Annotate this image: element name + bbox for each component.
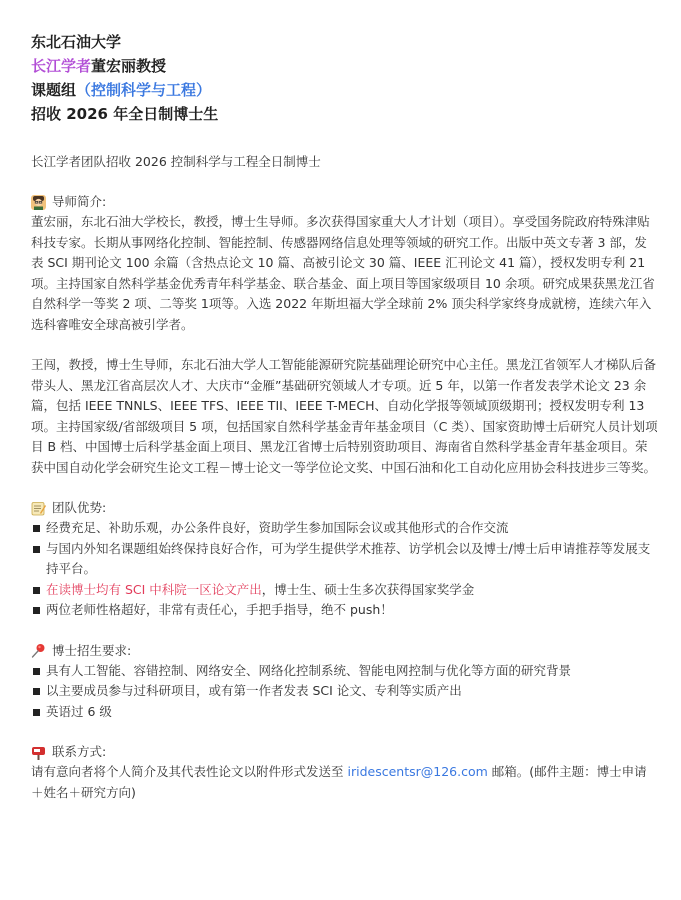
team-item: [31, 518, 659, 539]
professor-name: 董宏丽教授: [91, 57, 167, 75]
advisor-section-title: [31, 192, 659, 212]
advisor-bio-2: 王闯，教授，博士生导师，东北石油大学人工智能能源研究院基础理论研究中心主任。黑龙江省领军人才梯队后备带头人、黑龙江省高层次人才、大庆市“金雁”基础研究领域人才专项。近 5 年，以第一作者发表学术论文 23 余篇，包括 IEEE TNNLS、IEEE TFS、IEEE TII、IEEE T-MECH、自动化学报等领域顶级期刊；授权发明专利 13 项。主持国家级/省部级项目 5 项，包括国家自然科学基金青年基金项目（C 类）、国家资助博士后研究人员计划项目 B 档、中国博士后科学基金面上项目、黑龙江省博士后特别资助项目、海南省自然科学基金青年基金项目。荣获中国自动化学会研究生论文工程－博士论文一等学位论文奖、中国石油和化工自动化应用协会科技进步三等奖。: [31, 357, 658, 475]
pushpin-icon: [31, 643, 46, 658]
requirements-section-title: [31, 641, 659, 661]
bullet-square-icon: [33, 688, 40, 695]
bullet-square-icon: [33, 709, 40, 716]
requirement-item-text: 英语过 6 级: [46, 703, 112, 719]
contact-section-title: [31, 742, 659, 762]
requirement-item: [31, 661, 659, 682]
requirements-title: 博士招生要求:: [52, 642, 132, 658]
subtitle: 长江学者团队招收 2026 控制科学与工程全日制博士: [31, 154, 321, 169]
requirement-item-text: 以主要成员参与过科研项目，或有第一作者发表 SCI 论文、专利等实质产出: [46, 683, 462, 698]
group-label: 课题组: [31, 81, 77, 99]
team-item-text: 经费充足、补助乐观，办公条件良好，资助学生参加国际会议或其他形式的合作交流: [46, 520, 509, 535]
bullet-square-icon: [33, 587, 40, 594]
team-item: [31, 580, 659, 601]
bullet-square-icon: [33, 607, 40, 614]
bullet-square-icon: [33, 546, 40, 553]
requirement-item-text: 具有人工智能、容错控制、网络安全、网络化控制系统、智能电网控制与优化等方面的研究背景: [46, 662, 572, 678]
requirement-item: [31, 681, 659, 702]
changjiang-scholar-label: 长江学者: [31, 57, 92, 75]
advisor-title: 导师简介:: [52, 194, 107, 209]
memo-icon: [31, 501, 46, 516]
recruitment-headline: 招收 2026 年全日制博士生: [31, 105, 219, 123]
bullet-square-icon: [33, 525, 40, 532]
discipline-label: （控制科学与工程）: [76, 81, 212, 99]
group-line: [31, 78, 659, 102]
requirement-item: [31, 702, 659, 723]
team-item: [31, 539, 659, 580]
contact-title: 联系方式:: [52, 744, 107, 759]
team-highlight-text: 在读博士均有 SCI 中科院一区论文产出: [46, 581, 262, 597]
team-item: [31, 600, 659, 621]
team-item-text: 与国内外知名课题组始终保持良好合作，可为学生提供学术推荐、访学机会以及博士/博士后申请推荐等发展支持平台。: [46, 540, 651, 576]
contact-text: 请有意向者将个人简介及其代表性论文以附件形式发送至 iridescentsr@126.com 邮箱。(邮件主题：博士申请＋姓名＋研究方向): [31, 764, 647, 800]
bullet-square-icon: [33, 668, 40, 675]
team-section-title: [31, 498, 659, 518]
team-item-text: 在读博士均有 SCI 中科院一区论文产出，博士生、硕士生多次获得国家奖学金: [46, 581, 475, 597]
mailbox-icon: [31, 745, 46, 760]
team-title: 团队优势:: [52, 500, 107, 515]
team-item-text: 两位老师性格超好，非常有责任心，手把手指导，绝不 push！: [46, 602, 393, 617]
advisor-bio-1: 董宏丽，东北石油大学校长，教授，博士生导师。多次获得国家重大人才计划（项目）。享受国务院政府特殊津贴科技专家。长期从事网络化控制、智能控制、传感器网络信息处理等领域的研究工作。出版中英文专著 3 部，发表 SCI 期刊论文 100 余篇（含热点论文 10 篇、高被引论文 30 篇、IEEE 汇刊论文 41 篇），授权发明专利 21 项。主持国家自然科学基金优秀青年科学基金、联合基金、面上项目等国家级项目 10 余项。研究成果获黑龙江省自然科学一等奖 2 项、二等奖 1项等。入选 2022 年斯坦福大学全球前 2% 顶尖科学家终身成就榜，连续六年入选科睿唯安全球高被引学者。: [31, 214, 655, 332]
contact-email-link[interactable]: iridescentsr@126.com: [347, 764, 488, 779]
school-name: 东北石油大学: [31, 33, 122, 51]
professor-line: [31, 54, 659, 78]
teacher-avatar-icon: [31, 195, 46, 210]
